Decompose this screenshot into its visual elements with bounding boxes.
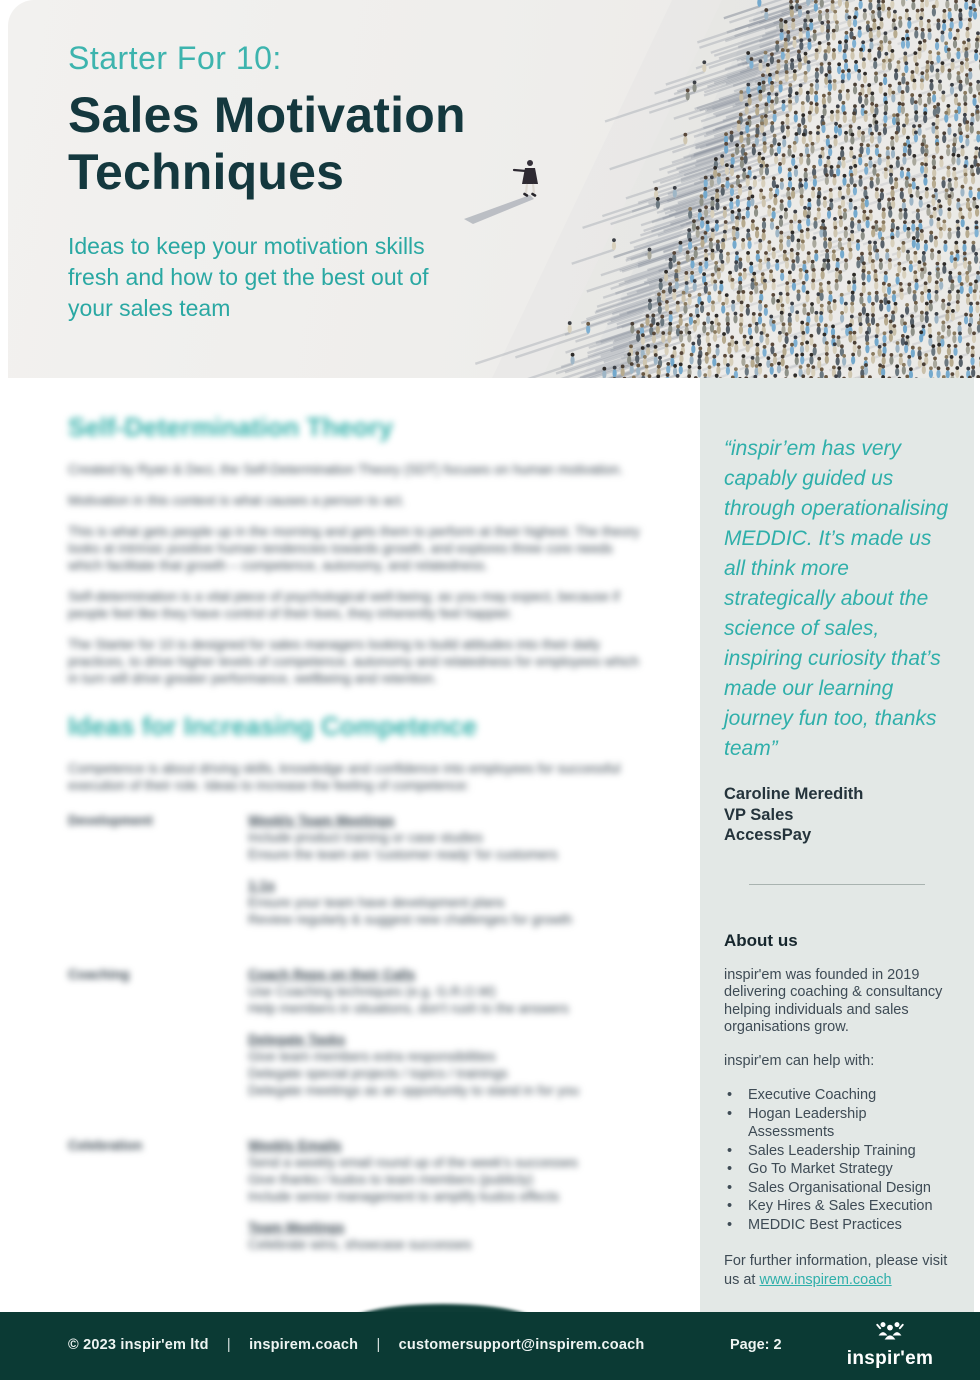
row-groups (248, 812, 646, 942)
idea-line: Include senior management to amplify kudos effects (248, 1189, 560, 1204)
sidebar-divider (749, 884, 925, 885)
idea-group (248, 966, 646, 1017)
hero-section (8, 0, 980, 378)
competence-intro: Competence is about driving skills, knowledge and confidence into employees for successful execution of their role. Ideas to increase the feeling of competence: (68, 761, 621, 793)
attribution-role: VP Sales (724, 805, 794, 824)
competence-row (68, 1137, 646, 1267)
service-item: • Sales Organisational Design (724, 1179, 950, 1198)
page-title-line: Sales Motivation (68, 87, 466, 143)
more-info-text: For further information, please visit us at (724, 1253, 948, 1288)
hero-text-block (68, 40, 498, 324)
more-info (724, 1252, 950, 1289)
competence-row (68, 812, 646, 942)
article-paragraph: This is what gets people up in the morning and gets them to perform at their highest. The theory looks at intrinsic positive human tendencies towards growth, and explores three core needs which facilitate that growth – competence, autonomy, and relatedness. (68, 524, 640, 573)
row-label: Celebration (68, 1138, 143, 1153)
article-paragraph: Created by Ryan & Deci, the Self-Determination Theory (SDT) focuses on human motivation. (68, 462, 623, 477)
sidebar (700, 378, 974, 1312)
idea-title: 1:1s (248, 878, 276, 893)
page-title (68, 87, 498, 201)
footer-copyright: © 2023 inspir'em ltd (68, 1337, 209, 1353)
idea-line: Give team members extra responsibilities (248, 1049, 496, 1064)
service-item: • Executive Coaching (724, 1086, 950, 1105)
idea-line: Help members in situations, don't rush to the answers (248, 1001, 569, 1016)
idea-group (248, 1137, 646, 1205)
idea-line: Use Coaching techniques (e.g. G.R.O.W) (248, 984, 496, 999)
idea-group (248, 1031, 646, 1099)
footer-meta (68, 1337, 644, 1353)
footer-logo (838, 1319, 942, 1370)
idea-line: Ensure the team are 'customer ready' for customers (248, 847, 558, 862)
page-number: Page: 2 (730, 1337, 782, 1353)
idea-line: Ensure your team have development plans (248, 895, 505, 910)
attribution-name: Caroline Meredith (724, 785, 864, 803)
footer-separator: | (376, 1337, 381, 1353)
row-groups (248, 1137, 646, 1267)
idea-line: Celebrate wins, showcase successes (248, 1237, 472, 1252)
idea-title: Weekly Team Meetings (248, 813, 395, 828)
main-content (0, 378, 700, 1312)
help-intro: inspir'em can help with: (724, 1052, 875, 1069)
competence-rows (68, 812, 646, 1267)
competence-row (68, 966, 646, 1113)
idea-line: Delegate special projects / topics / trainings (248, 1066, 508, 1081)
footer-logo-text: inspir'em (846, 1348, 934, 1369)
idea-group (248, 877, 646, 928)
idea-group (248, 1219, 646, 1253)
idea-line: Delegate meetings as an opportunity to stand in for you (248, 1083, 579, 1098)
service-item: • Go To Market Strategy (724, 1160, 950, 1179)
row-groups (248, 966, 646, 1113)
idea-line: Send a weekly email round up of the week's successes (248, 1155, 578, 1170)
idea-title: Weekly Emails (248, 1138, 342, 1153)
service-item: • MEDDIC Best Practices (724, 1216, 950, 1235)
eyebrow-label: Starter For 10: (68, 40, 282, 76)
idea-group (248, 812, 646, 863)
section-heading-sdt: Self-Determination Theory (68, 412, 394, 442)
footer-separator: | (226, 1337, 231, 1353)
idea-line: Give thanks / kudos to team members (publicly) (248, 1172, 534, 1187)
testimonial-quote: “inspir’em has very capably guided us through operationalising MEDDIC. It’s made us all think more strategically about the science of sales, inspiring curiosity that’s made our learning journey fun too, thanks team” (724, 437, 949, 760)
footer (0, 1312, 980, 1380)
attribution-company: AccessPay (724, 826, 812, 844)
footer-email: customersupport@inspirem.coach (398, 1337, 645, 1353)
services-list (724, 1086, 950, 1234)
service-item: • Sales Leadership Training (724, 1142, 950, 1161)
article-paragraph: Motivation in this context is what causes a person to act. (68, 493, 405, 508)
service-item: • Hogan Leadership Assessments (724, 1105, 950, 1142)
article-paragraph: The Starter for 10 is designed for sales managers looking to build attitudes into their daily practices, to drive higher levels of competence, autonomy and relatedness for employees which in turn will drive greater performance, wellbeing and retention. (68, 637, 640, 686)
about-us-text: inspir'em was founded in 2019 delivering coaching & consultancy helping individuals and sales organisations grow. (724, 966, 943, 1035)
footer-website: inspirem.coach (249, 1337, 359, 1353)
section-heading-competence: Ideas for Increasing Competence (68, 711, 477, 741)
idea-line: Review regularly & suggest new challenges for growth (248, 912, 573, 927)
row-label: Coaching (68, 967, 130, 982)
service-item: • Key Hires & Sales Execution (724, 1197, 950, 1216)
testimonial-attribution (724, 784, 950, 846)
row-label: Development (68, 813, 153, 828)
idea-title: Coach Reps on their Calls (248, 967, 416, 982)
idea-title: Delegate Tasks (248, 1032, 346, 1047)
about-us-heading: About us (724, 930, 798, 950)
website-link[interactable]: www.inspirem.coach (759, 1271, 892, 1288)
page-title-line: Techniques (68, 144, 345, 200)
page-subtitle: Ideas to keep your motivation skills fresh and how to get the best out of your sales team (68, 233, 429, 321)
idea-title: Team Meetings (248, 1220, 345, 1235)
idea-line: Include product training or case studies (248, 830, 483, 845)
sdt-paragraphs (68, 461, 646, 687)
people-crowd-icon (873, 1319, 907, 1343)
article-paragraph: Self-determination is a vital piece of psychological well-being; as you may expect, because if people feel like they have control of their lives, they inherently feel happier. (68, 589, 620, 621)
article-blurred (68, 412, 646, 1291)
